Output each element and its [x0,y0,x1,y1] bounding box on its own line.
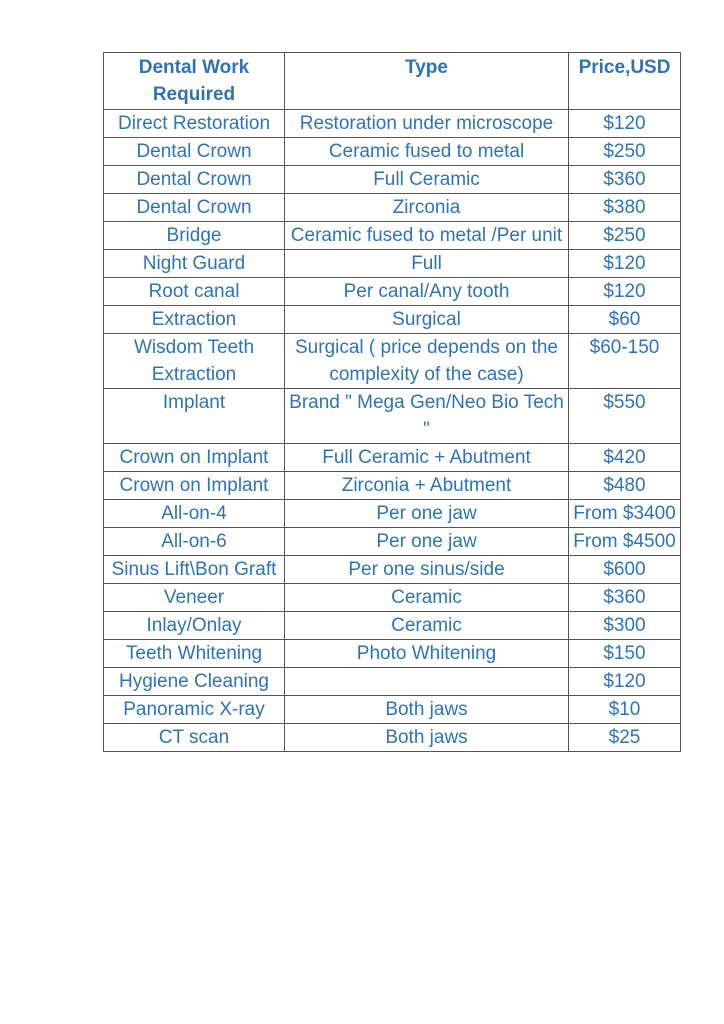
table-row [104,612,681,640]
cell-type: Photo Whitening [285,640,569,668]
header-price: Price,USD [569,53,681,110]
table-row [104,500,681,528]
cell-price: $600 [569,556,681,584]
cell-price: $360 [569,166,681,194]
table-row [104,640,681,668]
cell-price: $120 [569,278,681,306]
cell-type: Per canal/Any tooth [285,278,569,306]
cell-dental-work: Sinus Lift\Bon Graft [104,556,285,584]
cell-dental-work: Root canal [104,278,285,306]
table-row [104,472,681,500]
cell-price: $120 [569,250,681,278]
cell-price: $10 [569,696,681,724]
table-row [104,278,681,306]
table-header-row [104,53,681,110]
cell-type: Full Ceramic [285,166,569,194]
cell-price: $250 [569,222,681,250]
cell-type: Per one jaw [285,500,569,528]
cell-dental-work: Panoramic X-ray [104,696,285,724]
cell-dental-work: Inlay/Onlay [104,612,285,640]
table-row [104,528,681,556]
cell-price: $360 [569,584,681,612]
table-body [104,110,681,752]
cell-dental-work: Hygiene Cleaning [104,668,285,696]
cell-type: Both jaws [285,724,569,752]
cell-price: From $4500 [569,528,681,556]
cell-type: Ceramic [285,584,569,612]
cell-dental-work: Wisdom Teeth Extraction [104,334,285,389]
cell-dental-work: CT scan [104,724,285,752]
cell-price: $380 [569,194,681,222]
table-row [104,724,681,752]
cell-type: Full [285,250,569,278]
cell-price: $420 [569,444,681,472]
cell-dental-work: Extraction [104,306,285,334]
cell-price: $480 [569,472,681,500]
table-row [104,389,681,444]
cell-type [285,668,569,696]
table-row [104,584,681,612]
cell-dental-work: Bridge [104,222,285,250]
cell-type: Per one sinus/side [285,556,569,584]
cell-price: $150 [569,640,681,668]
table-row [104,222,681,250]
cell-dental-work: All-on-6 [104,528,285,556]
cell-price: $300 [569,612,681,640]
cell-price: From $3400 [569,500,681,528]
table-row [104,696,681,724]
cell-price: $60-150 [569,334,681,389]
cell-type: Restoration under microscope [285,110,569,138]
table-row [104,444,681,472]
table-row [104,334,681,389]
cell-dental-work: Night Guard [104,250,285,278]
header-type: Type [285,53,569,110]
cell-type: Zirconia + Abutment [285,472,569,500]
cell-dental-work: Direct Restoration [104,110,285,138]
cell-dental-work: Implant [104,389,285,444]
cell-type: Ceramic [285,612,569,640]
cell-type: Brand " Mega Gen/Neo Bio Tech " [285,389,569,444]
cell-type: Ceramic fused to metal [285,138,569,166]
table-row [104,556,681,584]
table-row [104,306,681,334]
table-row [104,166,681,194]
price-table [103,52,681,752]
cell-type: Surgical [285,306,569,334]
header-dental-work: Dental Work Required [104,53,285,110]
table-row [104,138,681,166]
cell-dental-work: Dental Crown [104,138,285,166]
cell-price: $60 [569,306,681,334]
cell-type: Ceramic fused to metal /Per unit [285,222,569,250]
cell-dental-work: Crown on Implant [104,444,285,472]
table-row [104,250,681,278]
cell-type: Full Ceramic + Abutment [285,444,569,472]
cell-type: Per one jaw [285,528,569,556]
cell-price: $120 [569,110,681,138]
cell-price: $25 [569,724,681,752]
cell-type: Surgical ( price depends on the complexity of the case) [285,334,569,389]
table-row [104,110,681,138]
cell-dental-work: Dental Crown [104,194,285,222]
table-row [104,668,681,696]
cell-dental-work: Crown on Implant [104,472,285,500]
cell-price: $120 [569,668,681,696]
cell-dental-work: Teeth Whitening [104,640,285,668]
cell-type: Zirconia [285,194,569,222]
cell-price: $250 [569,138,681,166]
cell-type: Both jaws [285,696,569,724]
cell-dental-work: Veneer [104,584,285,612]
cell-price: $550 [569,389,681,444]
cell-dental-work: Dental Crown [104,166,285,194]
table-row [104,194,681,222]
cell-dental-work: All-on-4 [104,500,285,528]
